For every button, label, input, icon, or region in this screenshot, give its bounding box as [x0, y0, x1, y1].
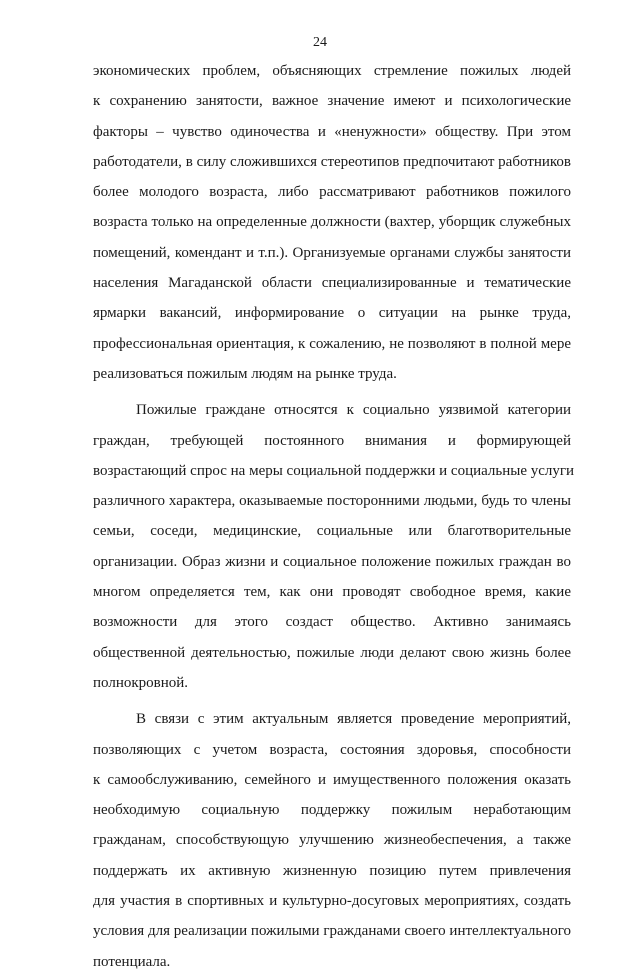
text-line: потенциала. — [93, 953, 171, 970]
text-line: к сохранению занятости, важное значение имеют и психологические — [93, 93, 571, 110]
text-line: для участия в спортивных и культурно-досуговых мероприятиях, создать — [93, 893, 571, 910]
text-line: различного характера, оказываемые посторонними людьми, будь то члены — [93, 493, 571, 510]
text-line: условия для реализации пожилыми гражданами своего интеллектуального — [93, 923, 571, 940]
text-line: Пожилые граждане относятся к социально уязвимой категории — [136, 402, 571, 419]
text-line: организации. Образ жизни и социальное положение пожилых граждан во — [93, 553, 571, 570]
text-line: поддержать их активную жизненную позицию путем привлечения — [93, 862, 571, 879]
text-line: возраста только на определенные должности (вахтер, уборщик служебных — [93, 214, 571, 231]
paragraph-1 — [93, 56, 571, 389]
text-line: В связи с этим актуальным является проведение мероприятий, — [136, 711, 571, 728]
text-line: позволяющих с учетом возраста, состояния здоровья, способности — [93, 741, 571, 758]
text-line: необходимую социальную поддержку пожилым неработающим — [93, 802, 571, 819]
text-line: возрастающий спрос на меры социальной поддержки и социальные услуги — [93, 462, 575, 479]
text-line: населения Магаданской области специализированные и тематические — [93, 275, 571, 292]
document-body — [93, 56, 575, 977]
paragraph-3 — [93, 704, 571, 977]
text-line: полнокровной. — [93, 674, 189, 691]
page-number: 24 — [313, 35, 327, 50]
paragraph-2 — [93, 395, 575, 698]
text-line: реализоваться пожилым людям на рынке труда. — [93, 365, 397, 382]
text-line: работодатели, в силу сложившихся стереотипов предпочитают работников — [93, 153, 571, 170]
text-line: к самообслуживанию, семейного и имущественного положения оказать — [93, 771, 571, 788]
text-line: общественной деятельностью, пожилые люди делают свою жизнь более — [93, 644, 571, 661]
text-line: факторы – чувство одиночества и «ненужности» обществу. При этом — [93, 123, 571, 140]
text-line: ярмарки вакансий, информирование о ситуации на рынке труда, — [93, 305, 571, 322]
text-line: профессиональная ориентация, к сожалению, не позволяют в полной мере — [93, 335, 571, 352]
text-line: экономических проблем, объясняющих стремление пожилых людей — [93, 63, 571, 79]
text-line: граждан, требующей постоянного внимания и формирующей — [93, 432, 571, 449]
text-line: возможности для этого создаст общество. Активно занимаясь — [93, 614, 571, 631]
text-line: помещений, комендант и т.п.). Организуемые органами службы занятости — [93, 244, 571, 261]
text-line: семьи, соседи, медицинские, социальные или благотворительные — [93, 523, 571, 540]
text-line: многом определяется тем, как они проводят свободное время, какие — [93, 584, 571, 601]
text-line: более молодого возраста, либо рассматривают работников пожилого — [93, 184, 571, 201]
text-line: гражданам, способствующую улучшению жизнеобеспечения, а также — [93, 832, 571, 849]
